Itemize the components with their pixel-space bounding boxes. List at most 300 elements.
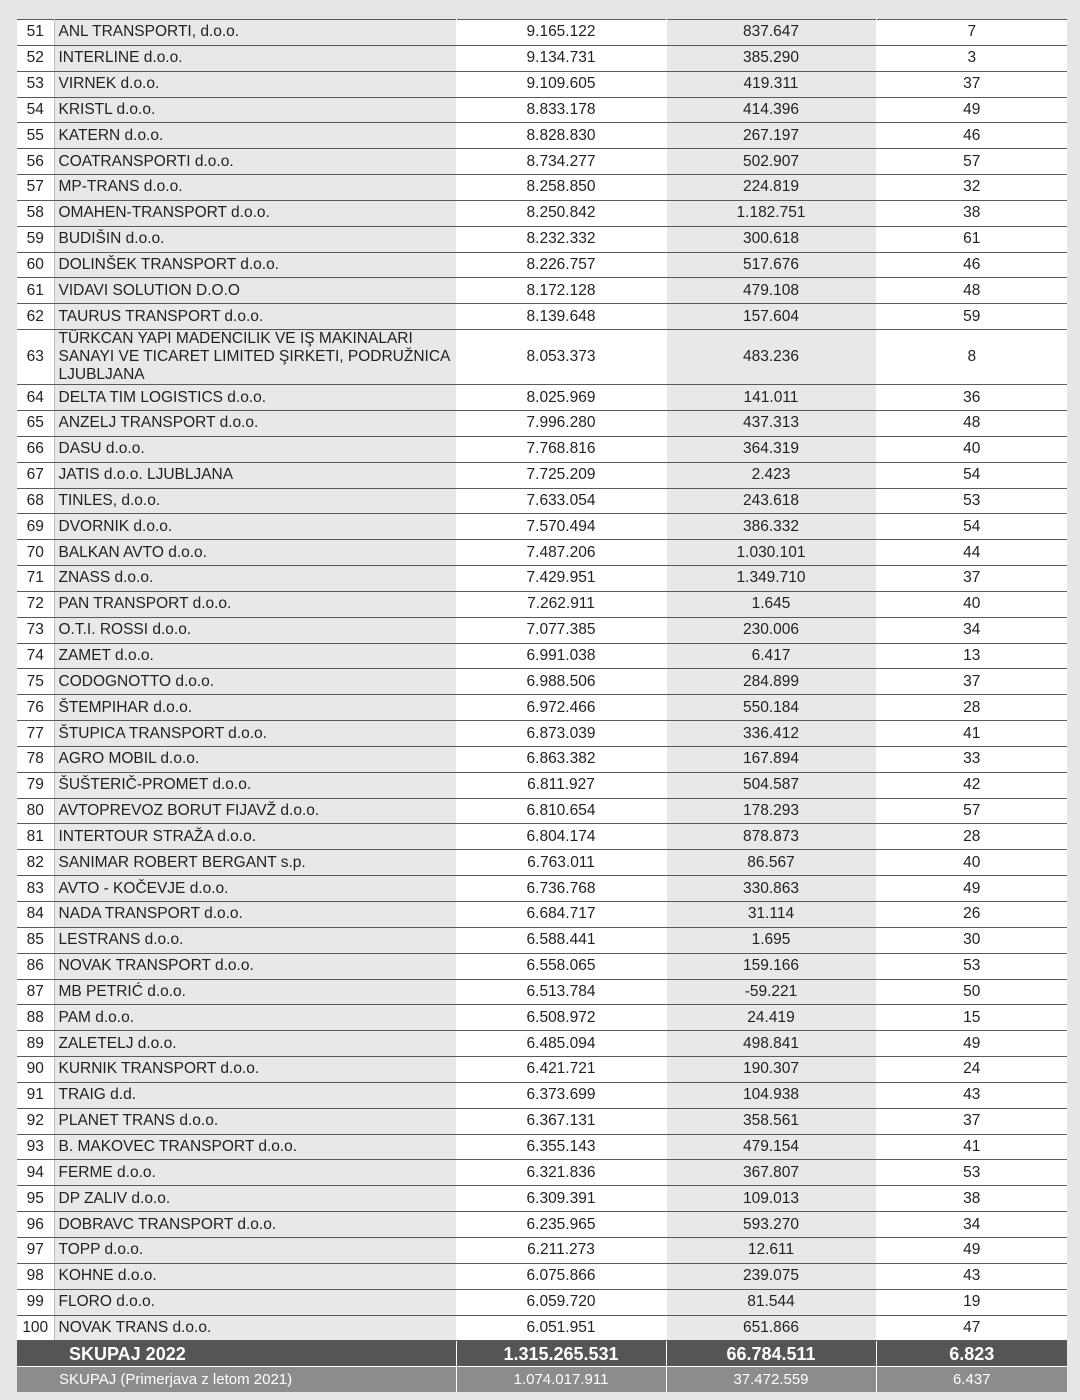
value-1-cell: 6.684.717 — [456, 902, 666, 928]
table-row — [17, 927, 1067, 953]
company-name-cell: DOBRAVC TRANSPORT d.o.o. — [54, 1212, 456, 1238]
table-row — [17, 850, 1067, 876]
company-name-cell: TAURUS TRANSPORT d.o.o. — [54, 304, 456, 330]
value-2-cell: 81.544 — [666, 1289, 876, 1315]
company-name-cell: ZALETELJ d.o.o. — [54, 1031, 456, 1057]
value-1-cell: 6.051.951 — [456, 1315, 666, 1341]
value-1-cell: 6.211.273 — [456, 1237, 666, 1263]
company-name-cell: PLANET TRANS d.o.o. — [54, 1108, 456, 1134]
value-1-cell: 6.075.866 — [456, 1263, 666, 1289]
value-1-cell: 8.833.178 — [456, 97, 666, 123]
value-2-cell: 367.807 — [666, 1160, 876, 1186]
value-3-cell: 33 — [876, 746, 1067, 772]
company-name-cell: NADA TRANSPORT d.o.o. — [54, 902, 456, 928]
value-1-cell: 6.811.927 — [456, 772, 666, 798]
company-name-cell: ŠUŠTERIČ-PROMET d.o.o. — [54, 772, 456, 798]
value-3-cell: 44 — [876, 540, 1067, 566]
rank-cell: 85 — [17, 927, 54, 953]
table-row — [17, 1160, 1067, 1186]
rank-cell: 80 — [17, 798, 54, 824]
company-name-cell: KURNIK TRANSPORT d.o.o. — [54, 1057, 456, 1083]
table-row — [17, 1186, 1067, 1212]
table-row — [17, 514, 1067, 540]
table-row — [17, 953, 1067, 979]
value-1-cell: 6.804.174 — [456, 824, 666, 850]
rank-cell: 70 — [17, 540, 54, 566]
value-3-cell: 48 — [876, 278, 1067, 304]
value-3-cell: 26 — [876, 902, 1067, 928]
table-footer — [17, 1341, 1067, 1392]
value-1-cell: 8.139.648 — [456, 304, 666, 330]
rank-cell: 53 — [17, 71, 54, 97]
value-2-cell: 31.114 — [666, 902, 876, 928]
value-1-cell: 6.988.506 — [456, 669, 666, 695]
table-row — [17, 979, 1067, 1005]
company-name-cell: DVORNIK d.o.o. — [54, 514, 456, 540]
value-2-cell: 167.894 — [666, 746, 876, 772]
rank-cell: 57 — [17, 175, 54, 201]
value-2-cell: 336.412 — [666, 721, 876, 747]
value-3-cell: 53 — [876, 1160, 1067, 1186]
table-row — [17, 304, 1067, 330]
value-3-cell: 19 — [876, 1289, 1067, 1315]
table-row — [17, 278, 1067, 304]
company-name-cell: PAM d.o.o. — [54, 1005, 456, 1031]
value-1-cell: 6.309.391 — [456, 1186, 666, 1212]
value-2-cell: 419.311 — [666, 71, 876, 97]
value-2-cell: 224.819 — [666, 175, 876, 201]
value-2-cell: 837.647 — [666, 20, 876, 46]
company-name-cell: NOVAK TRANS d.o.o. — [54, 1315, 456, 1341]
rank-cell: 86 — [17, 953, 54, 979]
value-2-cell: 878.873 — [666, 824, 876, 850]
value-1-cell: 8.226.757 — [456, 252, 666, 278]
value-1-cell: 7.725.209 — [456, 462, 666, 488]
value-2-cell: 141.011 — [666, 385, 876, 411]
value-3-cell: 24 — [876, 1057, 1067, 1083]
value-2-cell: 1.030.101 — [666, 540, 876, 566]
value-1-cell: 7.487.206 — [456, 540, 666, 566]
value-1-cell: 6.873.039 — [456, 721, 666, 747]
value-1-cell: 6.558.065 — [456, 953, 666, 979]
table-row — [17, 71, 1067, 97]
total-2021-row — [17, 1367, 1067, 1392]
value-2-cell: 178.293 — [666, 798, 876, 824]
table-row — [17, 488, 1067, 514]
value-2-cell: 1.645 — [666, 591, 876, 617]
company-name-cell: CODOGNOTTO d.o.o. — [54, 669, 456, 695]
company-name-cell: JATIS d.o.o. LJUBLJANA — [54, 462, 456, 488]
value-1-cell: 7.077.385 — [456, 617, 666, 643]
value-3-cell: 3 — [876, 45, 1067, 71]
value-3-cell: 47 — [876, 1315, 1067, 1341]
value-3-cell: 36 — [876, 385, 1067, 411]
table-row — [17, 175, 1067, 201]
value-1-cell: 6.485.094 — [456, 1031, 666, 1057]
value-1-cell: 8.828.830 — [456, 123, 666, 149]
company-name-cell: DASU d.o.o. — [54, 436, 456, 462]
value-2-cell: 104.938 — [666, 1082, 876, 1108]
rank-cell: 78 — [17, 746, 54, 772]
table-row — [17, 330, 1067, 385]
value-2-cell: 502.907 — [666, 149, 876, 175]
rank-cell: 67 — [17, 462, 54, 488]
company-name-cell: VIDAVI SOLUTION D.O.O — [54, 278, 456, 304]
value-3-cell: 41 — [876, 1134, 1067, 1160]
rank-cell: 100 — [17, 1315, 54, 1341]
company-name-cell: NOVAK TRANSPORT d.o.o. — [54, 953, 456, 979]
company-name-cell: AVTOPREVOZ BORUT FIJAVŽ d.o.o. — [54, 798, 456, 824]
value-2-cell: 300.618 — [666, 226, 876, 252]
rank-cell: 52 — [17, 45, 54, 71]
value-3-cell: 41 — [876, 721, 1067, 747]
value-1-cell: 8.250.842 — [456, 200, 666, 226]
table-row — [17, 1315, 1067, 1341]
company-name-cell: DOLINŠEK TRANSPORT d.o.o. — [54, 252, 456, 278]
value-2-cell: 651.866 — [666, 1315, 876, 1341]
rank-cell: 84 — [17, 902, 54, 928]
value-3-cell: 54 — [876, 514, 1067, 540]
rank-cell: 90 — [17, 1057, 54, 1083]
table-row — [17, 591, 1067, 617]
table-row — [17, 1108, 1067, 1134]
rank-cell: 66 — [17, 436, 54, 462]
value-3-cell: 48 — [876, 410, 1067, 436]
value-2-cell: 2.423 — [666, 462, 876, 488]
value-1-cell: 6.991.038 — [456, 643, 666, 669]
table-row — [17, 798, 1067, 824]
value-3-cell: 59 — [876, 304, 1067, 330]
value-3-cell: 38 — [876, 1186, 1067, 1212]
table-row — [17, 540, 1067, 566]
company-name-cell: TRAIG d.d. — [54, 1082, 456, 1108]
table-row — [17, 746, 1067, 772]
company-name-cell: KATERN d.o.o. — [54, 123, 456, 149]
company-name-cell: VIRNEK d.o.o. — [54, 71, 456, 97]
value-3-cell: 61 — [876, 226, 1067, 252]
company-name-cell: B. MAKOVEC TRANSPORT d.o.o. — [54, 1134, 456, 1160]
company-name-cell: ANZELJ TRANSPORT d.o.o. — [54, 410, 456, 436]
table-row — [17, 436, 1067, 462]
value-3-cell: 32 — [876, 175, 1067, 201]
value-1-cell: 6.736.768 — [456, 876, 666, 902]
value-3-cell: 49 — [876, 876, 1067, 902]
total-2021-value-1: 1.074.017.911 — [456, 1367, 666, 1392]
value-1-cell: 6.863.382 — [456, 746, 666, 772]
value-1-cell: 6.059.720 — [456, 1289, 666, 1315]
table-row — [17, 1289, 1067, 1315]
total-2021-value-3: 6.437 — [876, 1367, 1067, 1392]
value-2-cell: 243.618 — [666, 488, 876, 514]
value-1-cell: 7.262.911 — [456, 591, 666, 617]
value-3-cell: 8 — [876, 330, 1067, 385]
value-3-cell: 53 — [876, 488, 1067, 514]
value-3-cell: 43 — [876, 1263, 1067, 1289]
value-2-cell: 284.899 — [666, 669, 876, 695]
table-row — [17, 1057, 1067, 1083]
value-2-cell: 12.611 — [666, 1237, 876, 1263]
rank-cell: 77 — [17, 721, 54, 747]
value-2-cell: 504.587 — [666, 772, 876, 798]
total-2021-label: SKUPAJ (Primerjava z letom 2021) — [17, 1367, 456, 1392]
value-3-cell: 28 — [876, 695, 1067, 721]
company-name-cell: ANL TRANSPORTI, d.o.o. — [54, 20, 456, 46]
rank-cell: 91 — [17, 1082, 54, 1108]
value-1-cell: 9.165.122 — [456, 20, 666, 46]
value-2-cell: 358.561 — [666, 1108, 876, 1134]
rank-cell: 69 — [17, 514, 54, 540]
table-row — [17, 1082, 1067, 1108]
table-row — [17, 1005, 1067, 1031]
value-3-cell: 49 — [876, 1031, 1067, 1057]
company-name-cell: ZAMET d.o.o. — [54, 643, 456, 669]
table-row — [17, 252, 1067, 278]
rank-cell: 63 — [17, 330, 54, 385]
value-2-cell: 109.013 — [666, 1186, 876, 1212]
value-3-cell: 13 — [876, 643, 1067, 669]
value-1-cell: 6.972.466 — [456, 695, 666, 721]
value-3-cell: 57 — [876, 798, 1067, 824]
table-row — [17, 200, 1067, 226]
value-3-cell: 43 — [876, 1082, 1067, 1108]
company-name-cell: COATRANSPORTI d.o.o. — [54, 149, 456, 175]
table-row — [17, 1237, 1067, 1263]
value-1-cell: 6.508.972 — [456, 1005, 666, 1031]
value-2-cell: 1.349.710 — [666, 566, 876, 592]
value-3-cell: 38 — [876, 200, 1067, 226]
table-row — [17, 566, 1067, 592]
rank-cell: 82 — [17, 850, 54, 876]
company-name-cell: O.T.I. ROSSI d.o.o. — [54, 617, 456, 643]
rank-cell: 89 — [17, 1031, 54, 1057]
value-2-cell: 330.863 — [666, 876, 876, 902]
company-name-cell: PAN TRANSPORT d.o.o. — [54, 591, 456, 617]
table-row — [17, 617, 1067, 643]
value-2-cell: 498.841 — [666, 1031, 876, 1057]
company-name-cell: ZNASS d.o.o. — [54, 566, 456, 592]
rank-cell: 95 — [17, 1186, 54, 1212]
company-name-cell: DP ZALIV d.o.o. — [54, 1186, 456, 1212]
value-3-cell: 40 — [876, 850, 1067, 876]
rank-cell: 65 — [17, 410, 54, 436]
table-row — [17, 695, 1067, 721]
value-2-cell: 414.396 — [666, 97, 876, 123]
rank-cell: 97 — [17, 1237, 54, 1263]
table-row — [17, 721, 1067, 747]
rank-cell: 96 — [17, 1212, 54, 1238]
rank-cell: 81 — [17, 824, 54, 850]
value-2-cell: 159.166 — [666, 953, 876, 979]
value-2-cell: 190.307 — [666, 1057, 876, 1083]
value-3-cell: 30 — [876, 927, 1067, 953]
value-1-cell: 8.734.277 — [456, 149, 666, 175]
rank-cell: 62 — [17, 304, 54, 330]
table-row — [17, 45, 1067, 71]
value-1-cell: 7.633.054 — [456, 488, 666, 514]
company-name-cell: SANIMAR ROBERT BERGANT s.p. — [54, 850, 456, 876]
value-3-cell: 46 — [876, 123, 1067, 149]
table-row — [17, 643, 1067, 669]
rank-cell: 79 — [17, 772, 54, 798]
value-2-cell: 483.236 — [666, 330, 876, 385]
rank-cell: 74 — [17, 643, 54, 669]
value-1-cell: 6.367.131 — [456, 1108, 666, 1134]
value-2-cell: 593.270 — [666, 1212, 876, 1238]
value-1-cell: 8.232.332 — [456, 226, 666, 252]
value-1-cell: 7.996.280 — [456, 410, 666, 436]
value-3-cell: 37 — [876, 566, 1067, 592]
rank-cell: 71 — [17, 566, 54, 592]
value-1-cell: 6.355.143 — [456, 1134, 666, 1160]
value-1-cell: 6.421.721 — [456, 1057, 666, 1083]
rank-cell: 72 — [17, 591, 54, 617]
value-2-cell: 157.604 — [666, 304, 876, 330]
value-1-cell: 7.768.816 — [456, 436, 666, 462]
value-2-cell: -59.221 — [666, 979, 876, 1005]
rank-cell: 60 — [17, 252, 54, 278]
value-1-cell: 6.513.784 — [456, 979, 666, 1005]
value-3-cell: 42 — [876, 772, 1067, 798]
value-3-cell: 53 — [876, 953, 1067, 979]
value-2-cell: 364.319 — [666, 436, 876, 462]
company-name-cell: BUDIŠIN d.o.o. — [54, 226, 456, 252]
company-name-cell: BALKAN AVTO d.o.o. — [54, 540, 456, 566]
value-3-cell: 49 — [876, 1237, 1067, 1263]
company-name-cell: TÜRKCAN YAPI MADENCILIK VE IŞ MAKINALARI SANAYI VE TICARET LIMITED ŞIRKETI, PODRUŽNICA LJUBLJANA — [54, 330, 456, 385]
total-2022-value-3: 6.823 — [876, 1341, 1067, 1367]
rank-cell: 94 — [17, 1160, 54, 1186]
value-1-cell: 8.053.373 — [456, 330, 666, 385]
value-1-cell: 6.373.699 — [456, 1082, 666, 1108]
total-2022-row — [17, 1341, 1067, 1367]
table-row — [17, 462, 1067, 488]
company-name-cell: MB PETRIĆ d.o.o. — [54, 979, 456, 1005]
table-row — [17, 824, 1067, 850]
rank-cell: 54 — [17, 97, 54, 123]
table-row — [17, 1134, 1067, 1160]
rank-cell: 68 — [17, 488, 54, 514]
table-row — [17, 669, 1067, 695]
table-row — [17, 1263, 1067, 1289]
company-name-cell: DELTA TIM LOGISTICS d.o.o. — [54, 385, 456, 411]
table-row — [17, 149, 1067, 175]
value-2-cell: 550.184 — [666, 695, 876, 721]
rank-cell: 73 — [17, 617, 54, 643]
total-2021-value-2: 37.472.559 — [666, 1367, 876, 1392]
rank-cell: 87 — [17, 979, 54, 1005]
rank-cell: 88 — [17, 1005, 54, 1031]
value-2-cell: 517.676 — [666, 252, 876, 278]
rank-cell: 92 — [17, 1108, 54, 1134]
value-1-cell: 7.570.494 — [456, 514, 666, 540]
value-2-cell: 239.075 — [666, 1263, 876, 1289]
company-name-cell: FERME d.o.o. — [54, 1160, 456, 1186]
rank-cell: 99 — [17, 1289, 54, 1315]
value-1-cell: 8.172.128 — [456, 278, 666, 304]
company-name-cell: MP-TRANS d.o.o. — [54, 175, 456, 201]
rank-cell: 61 — [17, 278, 54, 304]
table-row — [17, 902, 1067, 928]
rank-cell: 56 — [17, 149, 54, 175]
rank-cell: 83 — [17, 876, 54, 902]
table-row — [17, 876, 1067, 902]
value-1-cell: 6.321.836 — [456, 1160, 666, 1186]
value-2-cell: 386.332 — [666, 514, 876, 540]
rank-cell: 51 — [17, 20, 54, 46]
rank-cell: 59 — [17, 226, 54, 252]
value-1-cell: 7.429.951 — [456, 566, 666, 592]
rank-cell: 58 — [17, 200, 54, 226]
value-3-cell: 7 — [876, 20, 1067, 46]
value-1-cell: 8.258.850 — [456, 175, 666, 201]
value-1-cell: 6.588.441 — [456, 927, 666, 953]
value-3-cell: 57 — [876, 149, 1067, 175]
table-row — [17, 123, 1067, 149]
value-3-cell: 50 — [876, 979, 1067, 1005]
value-3-cell: 49 — [876, 97, 1067, 123]
value-3-cell: 46 — [876, 252, 1067, 278]
value-3-cell: 28 — [876, 824, 1067, 850]
rank-cell: 98 — [17, 1263, 54, 1289]
company-name-cell: INTERTOUR STRAŽA d.o.o. — [54, 824, 456, 850]
value-2-cell: 479.154 — [666, 1134, 876, 1160]
rank-cell: 76 — [17, 695, 54, 721]
rank-cell: 55 — [17, 123, 54, 149]
table-row — [17, 1031, 1067, 1057]
value-3-cell: 40 — [876, 436, 1067, 462]
table-row — [17, 97, 1067, 123]
value-1-cell: 6.235.965 — [456, 1212, 666, 1238]
value-1-cell: 9.109.605 — [456, 71, 666, 97]
value-2-cell: 267.197 — [666, 123, 876, 149]
rank-cell: 93 — [17, 1134, 54, 1160]
table-row — [17, 385, 1067, 411]
table-row — [17, 1212, 1067, 1238]
company-name-cell: TINLES, d.o.o. — [54, 488, 456, 514]
value-2-cell: 230.006 — [666, 617, 876, 643]
company-name-cell: KOHNE d.o.o. — [54, 1263, 456, 1289]
value-1-cell: 9.134.731 — [456, 45, 666, 71]
value-3-cell: 40 — [876, 591, 1067, 617]
company-name-cell: ŠTEMPIHAR d.o.o. — [54, 695, 456, 721]
value-3-cell: 54 — [876, 462, 1067, 488]
rank-cell: 64 — [17, 385, 54, 411]
table-row — [17, 772, 1067, 798]
value-1-cell: 6.810.654 — [456, 798, 666, 824]
table-row — [17, 20, 1067, 46]
value-3-cell: 37 — [876, 1108, 1067, 1134]
value-2-cell: 86.567 — [666, 850, 876, 876]
company-name-cell: AGRO MOBIL d.o.o. — [54, 746, 456, 772]
company-ranking-table — [17, 19, 1067, 1392]
company-name-cell: TOPP d.o.o. — [54, 1237, 456, 1263]
table-row — [17, 410, 1067, 436]
company-name-cell: KRISTL d.o.o. — [54, 97, 456, 123]
total-2022-label: SKUPAJ 2022 — [17, 1341, 456, 1367]
company-name-cell: INTERLINE d.o.o. — [54, 45, 456, 71]
value-2-cell: 1.695 — [666, 927, 876, 953]
value-1-cell: 8.025.969 — [456, 385, 666, 411]
table-row — [17, 226, 1067, 252]
value-3-cell: 34 — [876, 617, 1067, 643]
value-2-cell: 1.182.751 — [666, 200, 876, 226]
value-2-cell: 6.417 — [666, 643, 876, 669]
value-2-cell: 24.419 — [666, 1005, 876, 1031]
value-3-cell: 34 — [876, 1212, 1067, 1238]
rank-cell: 75 — [17, 669, 54, 695]
ranking-table-page — [17, 19, 1067, 1392]
value-2-cell: 437.313 — [666, 410, 876, 436]
